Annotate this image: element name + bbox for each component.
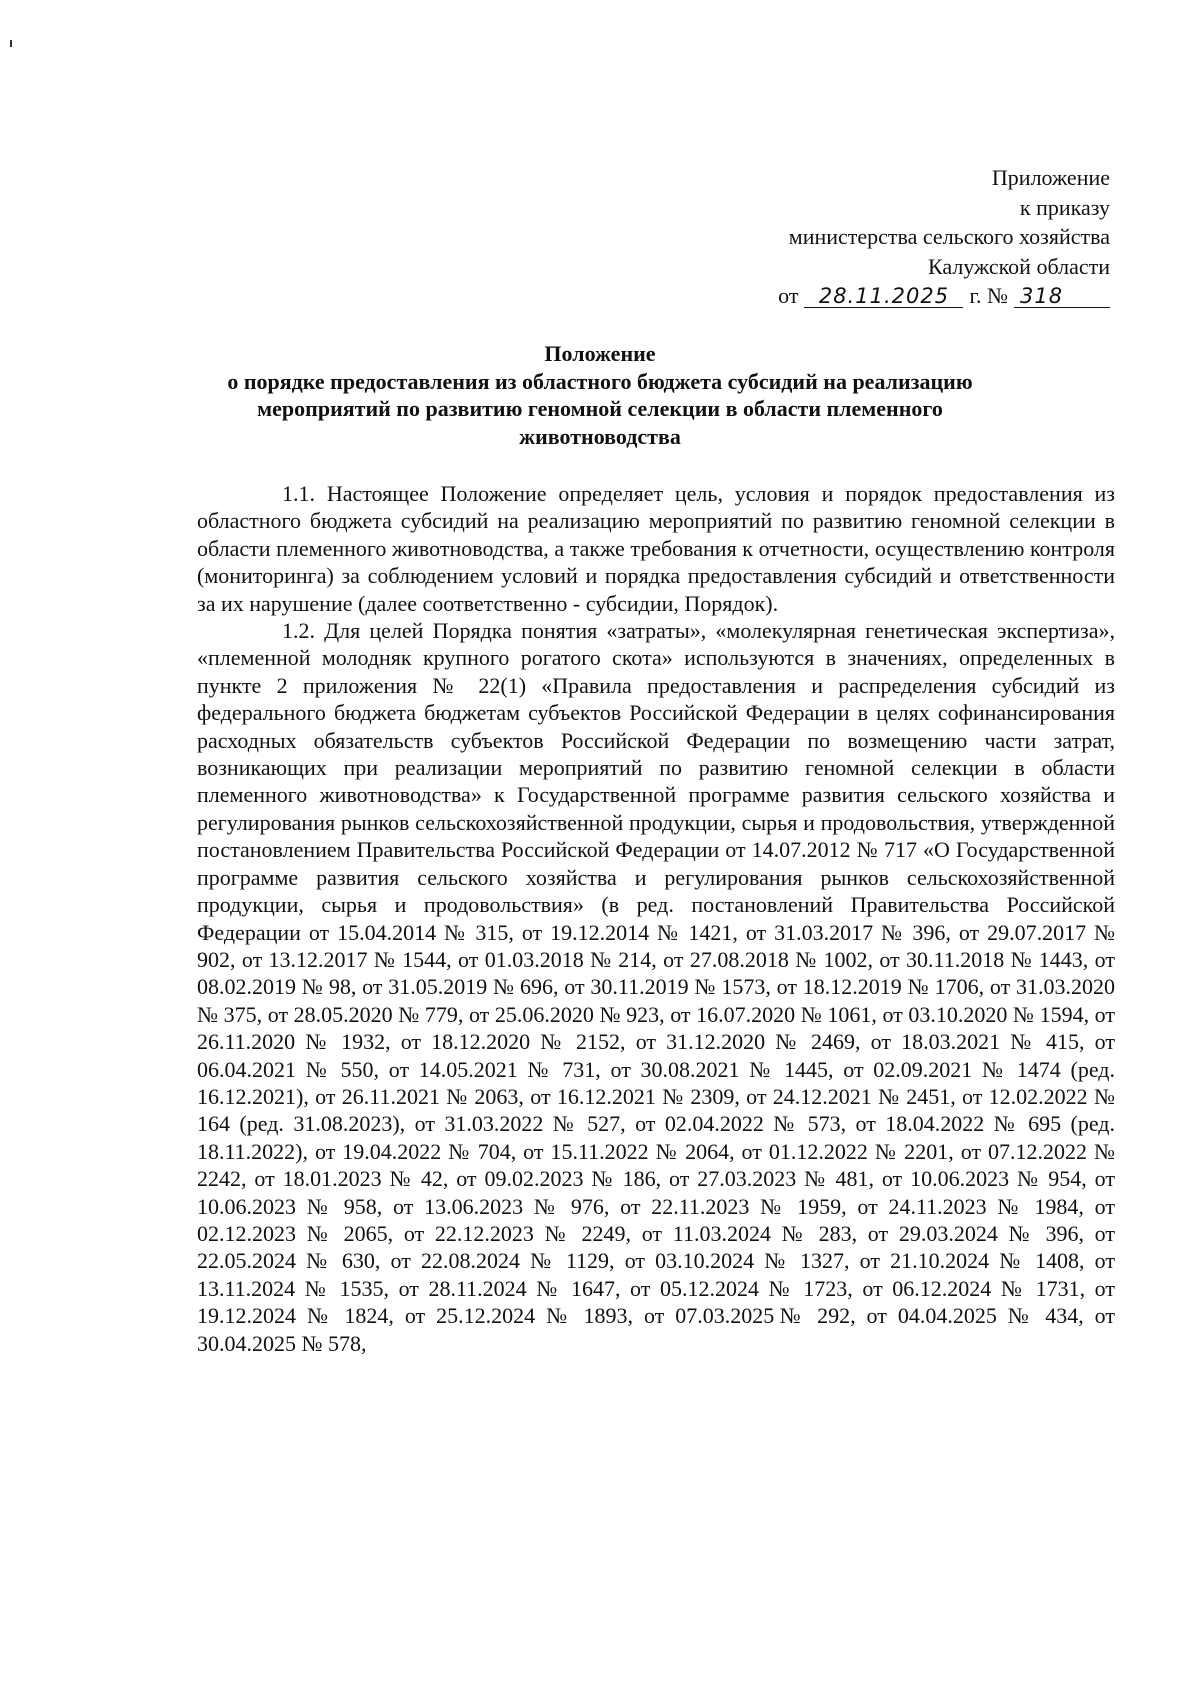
paragraph-1-1: 1.1. Настоящее Положение определяет цель, условия и порядок предоставления из областного бюджета субсидий на реализацию мероприятий по развитию геномной селекции в области племенного животноводства, а также требования к отчетности, осуществлению контроля (мониторинга) за соблюдением условий и порядка предоставления субсидий и ответственности за их нарушение (далее соответственно - субсидии, Порядок). (197, 481, 1115, 616)
region-name: Калужской области (928, 253, 1110, 279)
number-prefix: г. № (969, 283, 1008, 308)
ministry-name: министерства сельского хозяйства (788, 224, 1110, 249)
appendix-header (778, 163, 1110, 311)
handwritten-date: 28.11.2025 (804, 285, 963, 308)
order-reference: к приказу (1019, 194, 1110, 220)
title-line-1: Положение (544, 341, 656, 366)
document-title (150, 340, 1050, 450)
handwritten-order-number: 318 (1014, 285, 1110, 308)
title-line-2: о порядке предоставления из областного бюджета субсидий на реализацию (227, 368, 973, 394)
date-prefix: от (778, 283, 799, 308)
title-line-4: животноводства (519, 423, 681, 449)
scan-artifact-mark (10, 40, 12, 47)
title-line-3: мероприятий по развитию геномной селекции в области племенного (257, 396, 943, 421)
appendix-label: Приложение (991, 165, 1110, 190)
order-date-number-line (778, 281, 1110, 311)
document-body (197, 480, 1115, 1357)
paragraph-1-2: 1.2. Для целей Порядка понятия «затраты», «молекулярная генетическая экспертиза», «племенной молодняк крупного рогатого скота» используются в значениях, определенных в пункте 2 приложения № 22(1) «Правила предоставления и распределения субсидий из федерального бюджета бюджетам субъектов Российской Федерации в целях софинансирования расходных обязательств субъектов Российской Федерации по возмещению части затрат, возникающих при реализации мероприятий по развитию геномной селекции в области племенного животноводства» к Государственной программе развития сельского хозяйства и регулирования рынков сельскохозяйственной продукции, сырья и продовольствия, утвержденной постановлением Правительства Российской Федерации от 14.07.2012 № 717 «О Государственной программе развития сельского хозяйства и регулирования рынков сельскохозяйственной продукции, сырья и продовольствия» (в ред. постановлений Правительства Российской Федерации от 15.04.2014 № 315, от 19.12.2014 № 1421, от 31.03.2017 № 396, от 29.07.2017 № 902, от 13.12.2017 № 1544, от 01.03.2018 № 214, от 27.08.2018 № 1002, от 30.11.2018 № 1443, от 08.02.2019 № 98, от 31.05.2019 № 696, от 30.11.2019 № 1573, от 18.12.2019 № 1706, от 31.03.2020 № 375, от 28.05.2020 № 779, от 25.06.2020 № 923, от 16.07.2020 № 1061, от 03.10.2020 № 1594, от 26.11.2020 № 1932, от 18.12.2020 № 2152, от 31.12.2020 № 2469, от 18.03.2021 № 415, от 06.04.2021 № 550, от 14.05.2021 № 731, от 30.08.2021 № 1445, от 02.09.2021 № 1474 (ред. 16.12.2021), от 26.11.2021 № 2063, от 16.12.2021 № 2309, от 24.12.2021 № 2451, от 12.02.2022 № 164 (ред. 31.08.2023), от 31.03.2022 № 527, от 02.04.2022 № 573, от 18.04.2022 № 695 (ред. 18.11.2022), от 19.04.2022 № 704, от 15.11.2022 № 2064, от 01.12.2022 № 2201, от 07.12.2022 № 2242, от 18.01.2023 № 42, от 09.02.2023 № 186, от 27.03.2023 № 481, от 10.06.2023 № 954, от 10.06.2023 № 958, от 13.06.2023 № 976, от 22.11.2023 № 1959, от 24.11.2023 № 1984, от 02.12.2023 № 2065, от 22.12.2023 № 2249, от 11.03.2024 № 283, от 29.03.2024 № 396, от 22.05.2024 № 630, от 22.08.2024 № 1129, от 03.10.2024 № 1327, от 21.10.2024 № 1408, от 13.11.2024 № 1535, от 28.11.2024 № 1647, от 05.12.2024 № 1723, от 06.12.2024 № 1731, от 19.12.2024 № 1824, от 25.12.2024 № 1893, от 07.03.2025№ 292, от 04.04.2025 № 434, от 30.04.2025 № 578, (197, 618, 1115, 1356)
